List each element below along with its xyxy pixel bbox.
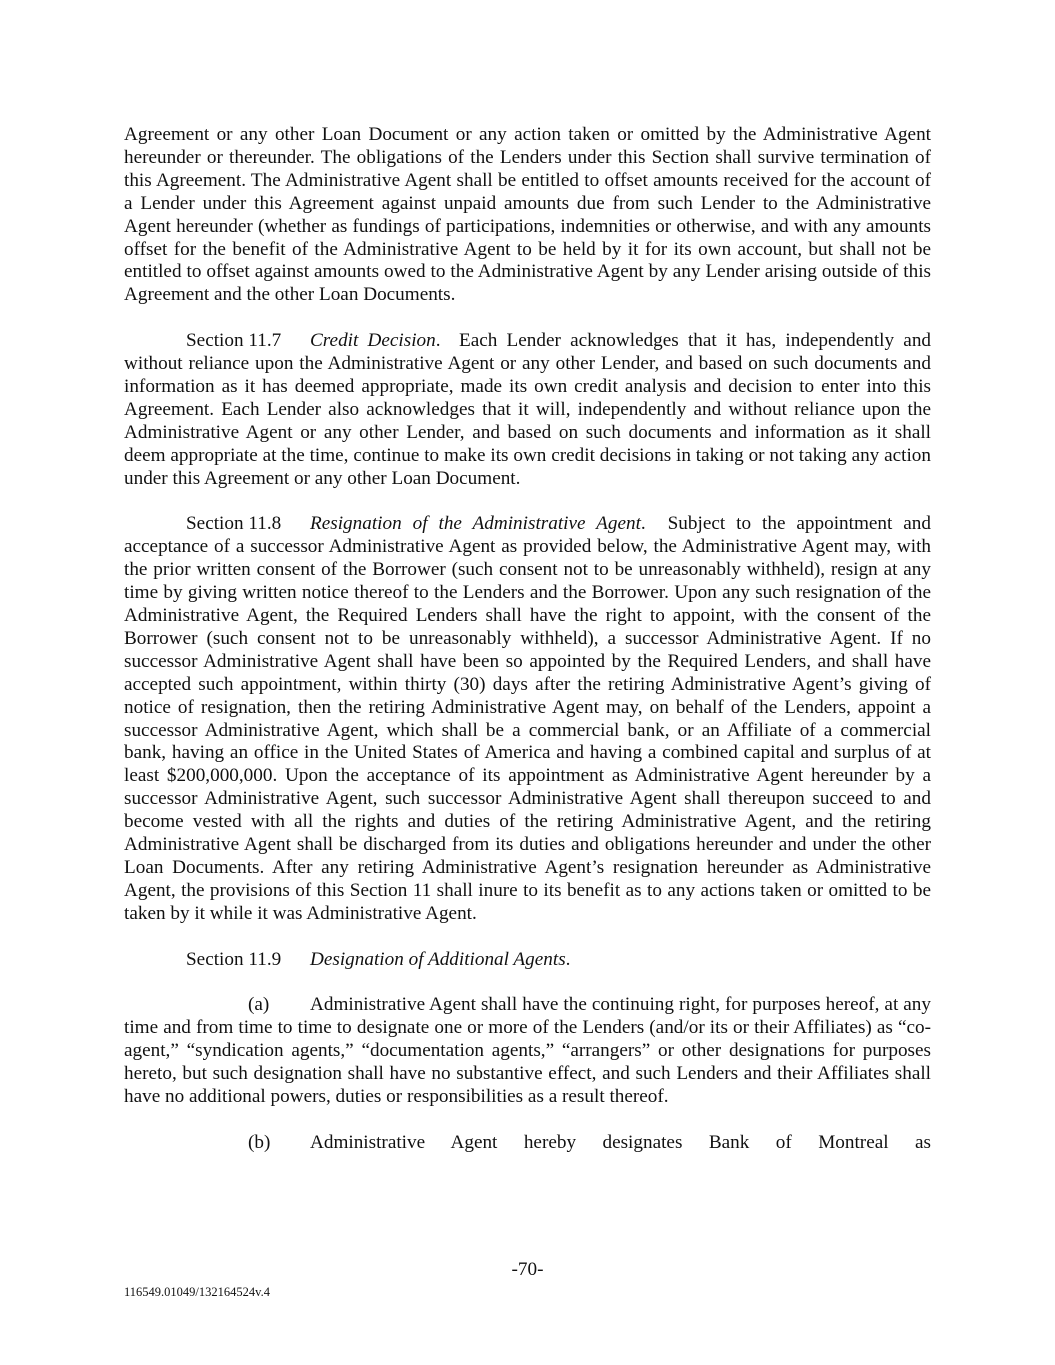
page-number: -70- — [511, 1259, 544, 1280]
section-11-7: Section 11.7 Credit Decision. Each Lender acknowledges that it has, independently and without reliance upon the Administrative Agent or any other Lender, and based on such documents and information as it has deemed appropriate, made its own credit analysis and decision to enter into this Agreement. Each Lender also acknowledges that it will, independently and without reliance upon the Administrative Agent or any other Lender, and based on such documents and information as it shall deem appropriate at the time, continue to make its own credit decisions in taking or not taking any action under this Agreement or any other Loan Document. — [124, 330, 932, 489]
subparagraph-b — [124, 1132, 931, 1155]
subparagraph-label: (b) — [248, 1131, 271, 1153]
document-page — [124, 124, 931, 1155]
document-id: 116549.01049/132164524v.4 — [124, 1285, 270, 1299]
section-number: Section 11.9 — [186, 948, 282, 970]
section-title: Credit Decision — [310, 330, 436, 352]
subparagraph-text: Administrative Agent hereby designates Bank of Montreal as — [310, 1131, 931, 1153]
section-body: Subject to the appointment and acceptance of a successor Administrative Agent as provided below, the Administrative Agent may, with the prior written consent of the Borrower (such consent not to be unreasonably withheld), resign at any time by giving written notice thereof to the Lenders and the Borrower. Upon any such resignation of the Administrative Agent, the Required Lenders shall have the right to appoint, with the consent of the Borrower (such consent not to be unreasonably withheld), a successor Administrative Agent. If no successor Administrative Agent shall have been so appointed by the Required Lenders, and shall have accepted such appointment, within thirty (30) days after the retiring Administrative Agent’s giving of notice of resignation, then the retiring Administrative Agent may, on behalf of the Lenders, appoint a successor Administrative Agent, which shall be a commercial bank, or an Affiliate of a commercial bank, having an office in the United States of America and having a combined capital and surplus of at least $200,000,000. Upon the acceptance of its appointment as Administrative Agent hereunder by a successor Administrative Agent, such successor Administrative Agent shall thereupon succeed to and become vested with all the rights and duties of the retiring Administrative Agent, and the retiring Administrative Agent shall be discharged from its duties and obligations hereunder and under the other Loan Documents. After any retiring Administrative Agent’s resignation hereunder as Administrative Agent, the provisions of this Section 11 shall inure to its benefit as to any actions taken or omitted to be taken by it while it was Administrative Agent. — [124, 513, 931, 924]
section-body: Each Lender acknowledges that it has, independently and without reliance upon the Administrative Agent or any other Lender, and based on such documents and information as it has deemed appropriate, made its own credit analysis and decision to enter into this Agreement. Each Lender also acknowledges that it will, independently and without reliance upon the Administrative Agent or any other Lender, and based on such documents and information as it shall deem appropriate at the time, continue to make its own credit decisions in taking or not taking any action under this Agreement or any other Loan Document. — [124, 330, 932, 489]
section-11-9: Section 11.9 Designation of Additional Agents. — [186, 948, 571, 970]
subparagraph-label: (a) — [248, 994, 270, 1016]
section-title: Resignation of the Administrative Agent — [310, 513, 641, 535]
section-number: Section 11.8 — [186, 513, 282, 535]
section-number: Section 11.7 — [186, 330, 282, 352]
subparagraph-a — [124, 994, 931, 1109]
continuation-paragraph: Agreement or any other Loan Document or any action taken or omitted by the Administrative Agent hereunder or thereunder. The obligations of the Lenders under this Section shall survive termination of this Agreement. The Administrative Agent shall be entitled to offset amounts received for the account of a Lender under this Agreement against unpaid amounts due from such Lender to the Administrative Agent hereunder (whether as fundings of participations, indemnities or otherwise, and with any amounts offset for the benefit of the Administrative Agent to be held by it for its own account, but shall not be entitled to offset against amounts owed to the Administrative Agent by any Lender arising outside of this Agreement and the other Loan Documents. — [124, 124, 931, 306]
section-11-8: Section 11.8 Resignation of the Administrative Agent. Subject to the appointment and acceptance of a successor Administrative Agent as provided below, the Administrative Agent may, with the prior written consent of the Borrower (such consent not to be unreasonably withheld), resign at any time by giving written notice thereof to the Lenders and the Borrower. Upon any such resignation of the Administrative Agent, the Required Lenders shall have the right to appoint, with the consent of the Borrower (such consent not to be unreasonably withheld), a successor Administrative Agent. If no successor Administrative Agent shall have been so appointed by the Required Lenders, and shall have accepted such appointment, within thirty (30) days after the retiring Administrative Agent’s giving of notice of resignation, then the retiring Administrative Agent may, on behalf of the Lenders, appoint a successor Administrative Agent, which shall be a commercial bank, or an Affiliate of a commercial bank, having an office in the United States of America and having a combined capital and surplus of at least $200,000,000. Upon the acceptance of its appointment as Administrative Agent hereunder by a successor Administrative Agent, such successor Administrative Agent shall thereupon succeed to and become vested with all the rights and duties of the retiring Administrative Agent, and the retiring Administrative Agent shall be discharged from its duties and obligations hereunder and under the other Loan Documents. After any retiring Administrative Agent’s resignation hereunder as Administrative Agent, the provisions of this Section 11 shall inure to its benefit as to any actions taken or omitted to be taken by it while it was Administrative Agent. — [124, 513, 931, 924]
section-title: Designation of Additional Agents — [310, 948, 566, 970]
subparagraph-text: Administrative Agent shall have the continuing right, for purposes hereof, at any time and from time to time to designate one or more of the Lenders (and/or its or their Affiliates) as “co-agent,” “syndication agents,” “documentation agents,” “arrangers” or other designations for purposes hereto, but such designation shall have no substantive effect, and such Lenders and their Affiliates shall have no additional powers, duties or responsibilities as a result thereof. — [124, 994, 931, 1107]
